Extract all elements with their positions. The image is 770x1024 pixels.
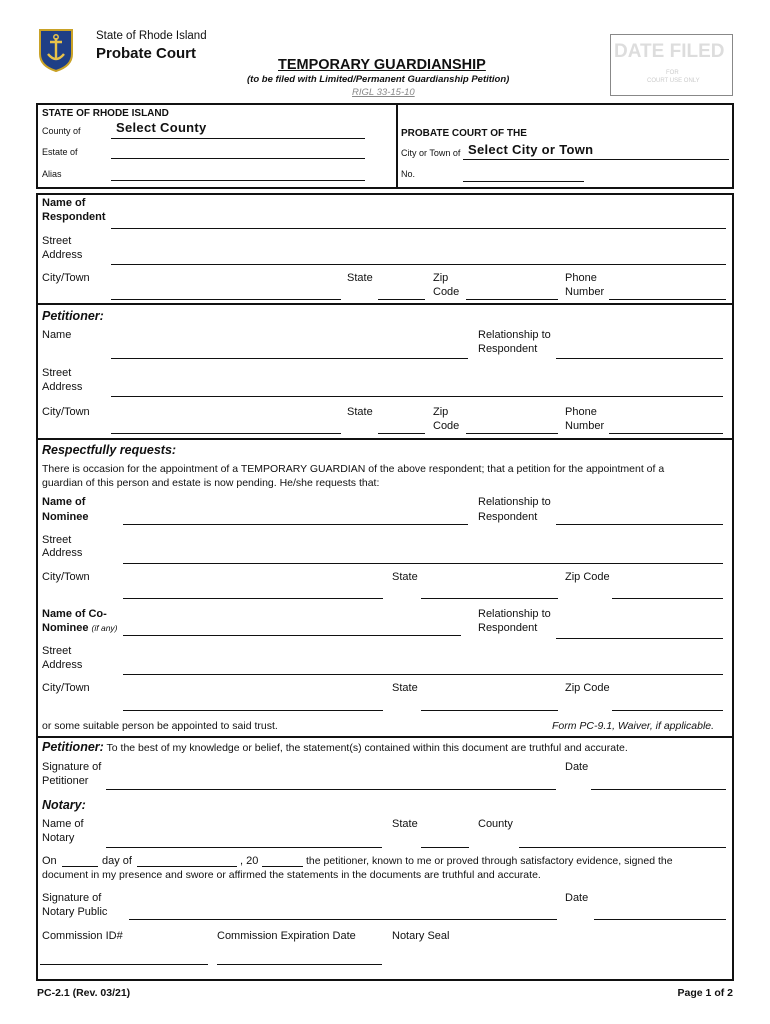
nominee-name-field[interactable] bbox=[123, 524, 468, 525]
estate-field[interactable] bbox=[111, 158, 365, 159]
respondent-zip-label-2: Code bbox=[433, 286, 460, 298]
notary-name-label-1: Name of bbox=[42, 818, 84, 830]
alias-field[interactable] bbox=[111, 180, 365, 181]
court-use-line-2: COURT USE ONLY bbox=[647, 78, 700, 84]
petitioner-statement-heading: Petitioner: bbox=[42, 740, 104, 754]
nominee-street-field[interactable] bbox=[123, 563, 723, 564]
conominee-state-field[interactable] bbox=[421, 710, 558, 711]
nominee-zip-field[interactable] bbox=[612, 598, 723, 599]
conominee-rel-label-2: Respondent bbox=[478, 622, 538, 634]
petitioner-statement-text: To the best of my knowledge or belief, the statement(s) contained within this document are truthful and accurate. bbox=[103, 742, 628, 754]
petitioner-city-field[interactable] bbox=[111, 433, 341, 434]
respondent-street-label-2: Address bbox=[42, 249, 83, 261]
alias-label: Alias bbox=[42, 169, 62, 179]
petitioner-state-label: State bbox=[347, 406, 373, 418]
petitioner-phone-label-2: Number bbox=[565, 420, 605, 432]
conominee-label-2: Nominee bbox=[42, 622, 89, 634]
conominee-state-label: State bbox=[392, 682, 418, 694]
respondent-zip-field[interactable] bbox=[466, 299, 558, 300]
notary-date-field[interactable] bbox=[594, 919, 726, 920]
petitioner-name-label: Name bbox=[42, 329, 72, 341]
date-filed-label: DATE FILED bbox=[614, 41, 725, 62]
conominee-label-1: Name of Co- bbox=[42, 608, 107, 620]
notary-heading: Notary: bbox=[42, 798, 86, 812]
conominee-name-field[interactable] bbox=[123, 635, 461, 636]
estate-label: Estate of bbox=[42, 147, 78, 157]
court-name: Probate Court bbox=[96, 45, 197, 62]
conominee-city-field[interactable] bbox=[123, 710, 383, 711]
on-label: On bbox=[42, 855, 57, 867]
petitioner-signature-label-1: Signature of bbox=[42, 761, 102, 773]
commission-id-field[interactable] bbox=[40, 964, 208, 965]
petitioner-zip-field[interactable] bbox=[466, 433, 558, 434]
petitioner-city-label: City/Town bbox=[42, 406, 90, 418]
respondent-name-label-2: Respondent bbox=[42, 211, 106, 223]
suitable-person-text: or some suitable person be appointed to said trust. bbox=[42, 720, 278, 732]
respondent-city-label: City/Town bbox=[42, 272, 90, 284]
conominee-street-label-2: Address bbox=[42, 659, 83, 671]
city-select[interactable]: Select City or Town bbox=[468, 142, 594, 157]
year-field[interactable] bbox=[262, 866, 303, 867]
petitioner-rel-label-1: Relationship to bbox=[478, 329, 551, 341]
nominee-street-label-1: Street bbox=[42, 534, 72, 546]
conominee-zip-label: Zip Code bbox=[565, 682, 610, 694]
nominee-state-label: State bbox=[392, 571, 418, 583]
state-name: State of Rhode Island bbox=[96, 30, 207, 42]
conominee-street-label-1: Street bbox=[42, 645, 72, 657]
no-label: No. bbox=[401, 169, 416, 179]
petitioner-phone-label-1: Phone bbox=[565, 406, 597, 418]
commission-expiration-field[interactable] bbox=[217, 964, 382, 965]
case-number-field[interactable] bbox=[463, 181, 584, 182]
notary-signature-field[interactable] bbox=[129, 919, 557, 920]
conominee-rel-field[interactable] bbox=[556, 638, 723, 639]
petitioner-signature-label-2: Petitioner bbox=[42, 775, 89, 787]
notary-state-label: State bbox=[392, 818, 418, 830]
probate-court-label: PROBATE COURT OF THE bbox=[401, 128, 527, 139]
conominee-rel-label-1: Relationship to bbox=[478, 608, 551, 620]
acknowledgment-line-1: the petitioner, known to me or proved through satisfactory evidence, signed the bbox=[306, 855, 673, 867]
notary-name-label-2: Notary bbox=[42, 832, 75, 844]
nominee-state-field[interactable] bbox=[421, 598, 558, 599]
requests-paragraph-1: There is occasion for the appointment of a TEMPORARY GUARDIAN of the above respondent; that a petition for the appointment of a bbox=[42, 463, 665, 475]
page-subtitle: (to be filed with Limited/Permanent Guardianship Petition) bbox=[247, 74, 510, 85]
petitioner-street-field[interactable] bbox=[111, 396, 723, 397]
nominee-label-1: Name of bbox=[42, 496, 86, 508]
respondent-name-field[interactable] bbox=[111, 228, 726, 229]
respondent-phone-label-2: Number bbox=[565, 286, 605, 298]
petitioner-signature-field[interactable] bbox=[106, 789, 556, 790]
rigl-reference: RIGL 33-15-10 bbox=[352, 87, 415, 98]
conominee-city-label: City/Town bbox=[42, 682, 90, 694]
respondent-zip-label-1: Zip bbox=[433, 272, 449, 284]
notary-name-field[interactable] bbox=[106, 847, 382, 848]
requests-heading: Respectfully requests: bbox=[42, 443, 177, 457]
commission-id-label: Commission ID# bbox=[42, 930, 123, 942]
county-select[interactable]: Select County bbox=[116, 120, 207, 135]
petitioner-statement bbox=[42, 740, 628, 755]
conominee-label-2-wrap bbox=[42, 621, 118, 635]
notary-county-field[interactable] bbox=[519, 847, 726, 848]
requests-paragraph-2: guardian of this person and estate is now pending. He/she requests that: bbox=[42, 477, 380, 489]
notary-signature-label-2: Notary Public bbox=[42, 906, 108, 918]
respondent-state-field[interactable] bbox=[378, 299, 425, 300]
respondent-phone-label-1: Phone bbox=[565, 272, 597, 284]
nominee-zip-label: Zip Code bbox=[565, 571, 610, 583]
state-seal-icon bbox=[36, 26, 76, 72]
year-prefix-label: , 20 bbox=[240, 855, 259, 867]
petitioner-zip-label-1: Zip bbox=[433, 406, 449, 418]
county-label: County of bbox=[42, 126, 81, 136]
petitioner-date-label: Date bbox=[565, 761, 589, 773]
notary-state-field[interactable] bbox=[421, 847, 469, 848]
petitioner-heading: Petitioner: bbox=[42, 309, 104, 323]
petitioner-state-field[interactable] bbox=[378, 433, 425, 434]
petitioner-rel-label-2: Respondent bbox=[478, 343, 538, 355]
day-of-label: day of bbox=[102, 855, 132, 867]
respondent-street-label-1: Street bbox=[42, 235, 72, 247]
nominee-rel-label-2: Respondent bbox=[478, 511, 538, 523]
petitioner-phone-field[interactable] bbox=[609, 433, 723, 434]
petitioner-street-label-2: Address bbox=[42, 381, 83, 393]
nominee-city-field[interactable] bbox=[123, 598, 383, 599]
respondent-name-label-1: Name of bbox=[42, 197, 86, 209]
notary-seal-label: Notary Seal bbox=[392, 930, 450, 942]
date-filed-box bbox=[610, 34, 733, 96]
day-field[interactable] bbox=[62, 866, 98, 867]
petitioner-date-field[interactable] bbox=[591, 789, 726, 790]
petitioner-zip-label-2: Code bbox=[433, 420, 460, 432]
conominee-street-field[interactable] bbox=[123, 674, 723, 675]
commission-expiration-label: Commission Expiration Date bbox=[217, 930, 356, 942]
respondent-state-label: State bbox=[347, 272, 373, 284]
if-any-note: (if any) bbox=[91, 623, 118, 633]
nominee-label-2: Nominee bbox=[42, 511, 89, 523]
state-of-ri-label: STATE OF RHODE ISLAND bbox=[42, 108, 169, 119]
court-use-line-1: FOR bbox=[666, 70, 679, 76]
conominee-zip-field[interactable] bbox=[612, 710, 723, 711]
nominee-city-label: City/Town bbox=[42, 571, 90, 583]
nominee-street-label-2: Address bbox=[42, 547, 83, 559]
petitioner-name-field[interactable] bbox=[111, 358, 468, 359]
respondent-city-field[interactable] bbox=[111, 299, 341, 300]
notary-date-label: Date bbox=[565, 892, 589, 904]
notary-county-label: County bbox=[478, 818, 513, 830]
notary-signature-label-1: Signature of bbox=[42, 892, 102, 904]
petitioner-street-label-1: Street bbox=[42, 367, 72, 379]
acknowledgment-line-2: document in my presence and swore or affirmed the statements in the documents are truthful and accurate. bbox=[42, 869, 541, 881]
page-number: Page 1 of 2 bbox=[677, 987, 733, 999]
form-number: PC-2.1 (Rev. 03/21) bbox=[37, 987, 131, 999]
city-label: City or Town of bbox=[401, 148, 461, 158]
month-field[interactable] bbox=[137, 866, 237, 867]
nominee-rel-field[interactable] bbox=[556, 524, 723, 525]
page-title: TEMPORARY GUARDIANSHIP bbox=[278, 57, 486, 73]
petitioner-rel-field[interactable] bbox=[556, 358, 723, 359]
respondent-street-field[interactable] bbox=[111, 264, 726, 265]
nominee-rel-label-1: Relationship to bbox=[478, 496, 551, 508]
form-note: Form PC-9.1, Waiver, if applicable. bbox=[552, 720, 715, 732]
respondent-phone-field[interactable] bbox=[609, 299, 726, 300]
